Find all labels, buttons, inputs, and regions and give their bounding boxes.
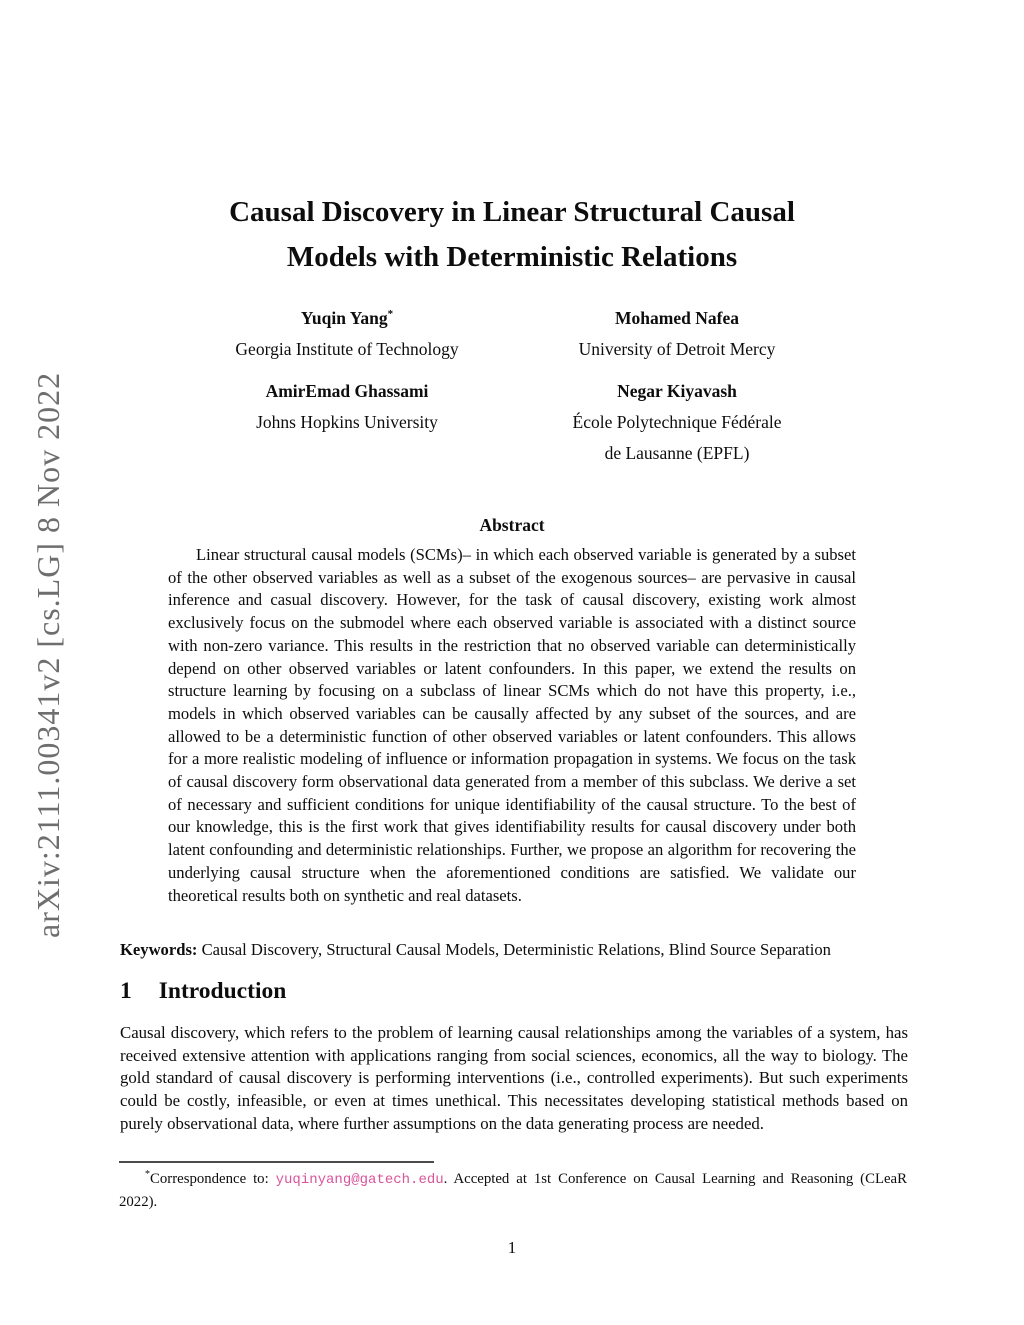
- author-name: Negar Kiyavash: [617, 381, 737, 401]
- author-affiliation-line-2: de Lausanne (EPFL): [604, 443, 750, 463]
- author-negar-kiyavash: [522, 376, 832, 469]
- paper-title: [0, 190, 1024, 280]
- footnote-text: [119, 1169, 907, 1213]
- abstract-heading: Abstract: [479, 515, 545, 535]
- author-affiliation: Johns Hopkins University: [256, 412, 438, 432]
- section-number: 1: [120, 978, 132, 1004]
- keywords-text: Causal Discovery, Structural Causal Models, Deterministic Relations, Blind Source Separation: [197, 940, 831, 959]
- introduction-paragraph: Causal discovery, which refers to the problem of learning causal relationships among the variables of a system, has received extensive attention with applications ranging from social sciences, economics, all the way to biology. The gold standard of causal discovery is performing interventions (i.e., controlled experiments). But such experiments could be costly, infeasible, or even at times unethical. This necessitates developing statistical methods based on purely observational data, where further assumptions on the data generating process are needed.: [120, 1023, 908, 1133]
- footnote-block: [119, 1161, 907, 1213]
- author-mohamed-nafea: [522, 303, 832, 365]
- correspondence-email-link[interactable]: yuqinyang@gatech.edu: [275, 1172, 444, 1188]
- arxiv-watermark: arXiv:2111.00341v2 [cs.LG] 8 Nov 2022: [30, 371, 66, 938]
- author-name: Mohamed Nafea: [615, 308, 739, 328]
- author-affiliation: Georgia Institute of Technology: [235, 339, 459, 359]
- footnote-marker: *: [145, 1169, 150, 1181]
- correspondence-asterisk: *: [387, 308, 394, 321]
- author-block: [0, 303, 1024, 469]
- abstract-section: [168, 515, 856, 907]
- section-heading-introduction: [120, 978, 286, 1005]
- footnote-suffix: . Accepted at 1st Conference on Causal Learning and Reasoning (CLeaR 2022).: [119, 1171, 907, 1210]
- keywords-label: Keywords:: [120, 940, 198, 959]
- author-name: [192, 303, 502, 334]
- section-title: Introduction: [158, 978, 287, 1004]
- page-number: 1: [507, 1238, 517, 1257]
- author-affiliation: University of Detroit Mercy: [578, 339, 776, 359]
- author-yuqin-yang: [192, 303, 502, 365]
- footnote-rule: [119, 1161, 434, 1163]
- author-grid: [192, 303, 832, 469]
- keywords-line: [120, 939, 908, 961]
- abstract-text: Linear structural causal models (SCMs)– in which each observed variable is generated by a subset of the other observed variables as well as a subset of the exogenous sources– are pervasive in causal inference and casual discovery. However, for the task of causal discovery, existing work almost exclusively focus on the submodel where each observed variable is associated with a distinct source with non-zero variance. This results in the restriction that no observed variable can deterministically depend on other observed variables or latent confounders. In this paper, we extend the results on structure learning by focusing on a subclass of linear SCMs which do not have this property, i.e., models in which observed variables can be causally affected by any subset of the sources, and are allowed to be a deterministic function of other observed variables or latent confounders. This allows for a more realistic modeling of influence or information propagation in systems. We focus on the task of causal discovery form observational data generated from a member of this subclass. We derive a set of necessary and sufficient conditions for unique identifiability of the causal structure. To the best of our knowledge, this is the first work that gives identifiability results for causal discovery under both latent confounding and deterministic relationships. Further, we propose an algorithm for recovering the underlying causal structure when the aforementioned conditions are satisfied. We validate our theoretical results both on synthetic and real datasets.: [168, 545, 856, 905]
- paper-title-line-2: Models with Deterministic Relations: [286, 241, 738, 273]
- footnote-prefix: Correspondence to:: [150, 1171, 276, 1187]
- author-name-text: Yuqin Yang: [300, 308, 388, 328]
- paper-title-line-1: Causal Discovery in Linear Structural Causal: [229, 196, 795, 228]
- author-affiliation: École Polytechnique Fédérale: [572, 412, 782, 432]
- author-name: AmirEmad Ghassami: [265, 381, 429, 401]
- author-amiremad-ghassami: [192, 376, 502, 469]
